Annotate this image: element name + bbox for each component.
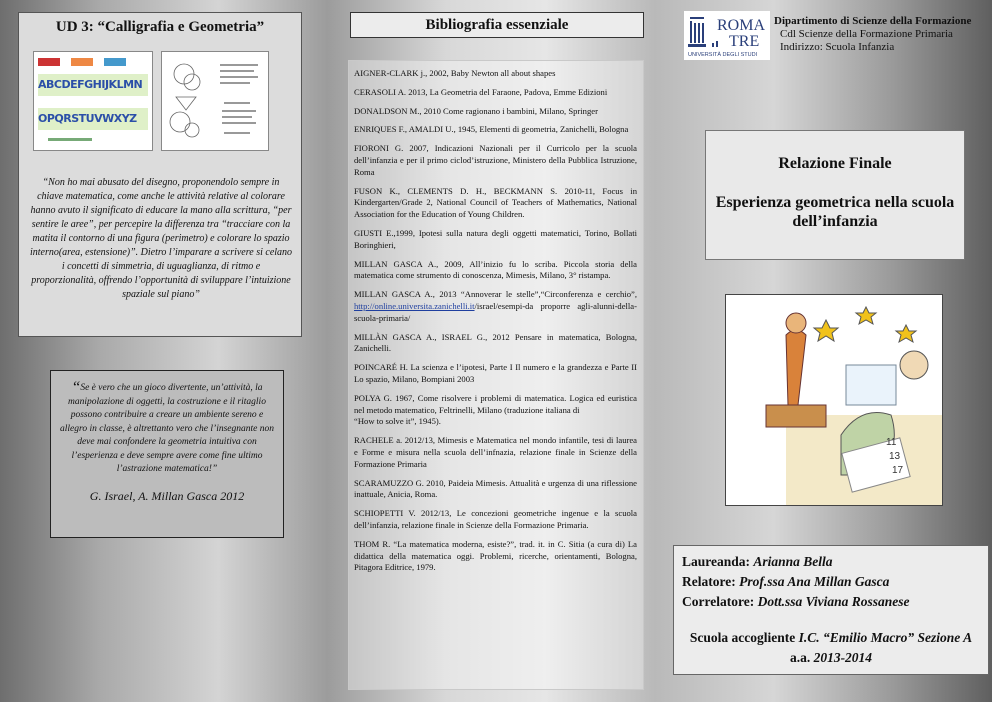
bib-entry: POINCARÉ H. La scienza e l’ipotesi, Parte I Il numero e la grandezza e Parte II Lo spazio, Milano, Bompiani 2003 bbox=[354, 362, 637, 384]
bib-entry: GIUSTI E.,1999, Ipotesi sulla natura degli oggetti matematici, Torino, Bollati Boringhieri, bbox=[354, 227, 637, 250]
school-name: I.C. “Emilio Macro” Sezione A bbox=[798, 630, 973, 645]
bib-entry: THOM R. “La matematica moderna, esiste?”, trad. it. in C. Sitia (a cura di) La didattica della matematica oggi. Problemi, ricerche, orientamenti, Bologna, Pitagora Editrice, 1979. bbox=[354, 538, 637, 573]
bib-entry-tail: /israel/esempi-da proporre agli-alunni-della-scuola-primaria/ bbox=[354, 300, 637, 323]
alphabet-thumbnail bbox=[33, 51, 153, 151]
relatore-name: Prof.ssa Ana Millan Gasca bbox=[739, 574, 890, 589]
roma-tre-logo bbox=[684, 11, 770, 60]
laureanda-line bbox=[682, 552, 988, 572]
credits-box bbox=[673, 545, 989, 675]
quote-box bbox=[50, 370, 284, 538]
logo-tre: TRE bbox=[729, 33, 760, 50]
bibliography-list bbox=[348, 60, 644, 690]
bib-entry: FUSON K., CLEMENTS D. H., BECKMANN S. 2010-11, Focus in Kindergarten/Grade 2, National Council of Teachers of Mathematics, National Association for the Education of Young Children. bbox=[354, 185, 637, 220]
bib-entry: MILLÀN GASCA A., ISRAEL G., 2012 Pensare in matematica, Bologna, Zanichelli. bbox=[354, 331, 637, 354]
alphabet-row-1: ABCDEFGHIJKLMN bbox=[38, 78, 143, 91]
bib-entry bbox=[354, 393, 637, 428]
old-man-head bbox=[900, 351, 928, 379]
department-name: Dipartimento di Scienze della Formazione bbox=[774, 15, 972, 27]
laureanda-name: Arianna Bella bbox=[753, 554, 833, 569]
platform bbox=[766, 405, 826, 427]
number-17: 17 bbox=[892, 465, 904, 476]
quote-text bbox=[59, 381, 275, 477]
relatore-label: Relatore: bbox=[682, 574, 736, 589]
mathematicians-illustration bbox=[726, 295, 942, 505]
quote-body: Se è vero che un gioco divertente, un’attività, la manipolazione di oggetti, la costruzione e il ritaglio possono contribuire a creare un ambiente sereno e allegro in classe, è altrettanto vero che l’insegnante non deve mai confondere la geometria intuitiva con l’esperienza e deve sempre avere come fine ultimo l’astrazione matematica!” bbox=[60, 383, 274, 474]
bib-entry: AIGNER-CLARK j., 2002, Baby Newton all about shapes bbox=[354, 68, 556, 78]
geometry-thumbnail bbox=[161, 51, 269, 151]
number-13: 13 bbox=[889, 451, 901, 462]
bib-entry-text: POLYA G. 1967, Come risolvere i problemi di matematica. Logica ed euristica nel metodo matematico, Feltrinelli, Milano (traduzione italiana di bbox=[354, 392, 637, 415]
calligraphy-quote: “Non ho mai abusato del disegno, proponendolo sempre in chiave matematica, come anche le attività relative al colorare hanno avuto il significato di educare la mano alla scrittura, “per sentire le aree”, per percepire la differenza tra “tracciare con la matita il contorno di una figura (perimetro) e colorare lo spazio interno(area, estensione)”. Dietro l’imparare a scrivere si celano i concetti di simmetria, di uguaglianza, di ritmo e proporzionalità, offrendo l’opportunità di sviluppare l’intuizione spaziale sul piano” bbox=[29, 177, 293, 300]
report-title-box bbox=[705, 130, 965, 260]
bib-entry-text: MILLAN GASCA A., 2013 “Annoverar le stelle”,“Circonferenza e cerchio”, bbox=[354, 289, 637, 300]
department-block bbox=[774, 15, 988, 54]
bib-entry-tail: “How to solve it”, 1945). bbox=[354, 416, 441, 427]
report-title: Relazione Finale bbox=[778, 155, 892, 172]
degree-course: Cdl Scienze della Formazione Primaria bbox=[780, 28, 953, 40]
logo-roma: ROMA bbox=[717, 17, 766, 34]
laureanda-label: Laureanda: bbox=[682, 554, 751, 569]
open-quote-mark: “ bbox=[71, 379, 81, 396]
bib-entry: SCHIOPETTI V. 2012/13, Le concezioni geometriche ingenue e la scuola dell’infanzia, relazione finale in Scienze della Formazione Primaria. bbox=[354, 508, 637, 530]
university-logo-graphic bbox=[684, 11, 770, 60]
relatore-line bbox=[682, 572, 988, 592]
bib-entry: ENRIQUES F., AMALDI U., 1945, Elementi di geometria, Zanichelli, Bologna bbox=[354, 124, 629, 135]
figure-head bbox=[786, 313, 806, 333]
quote-author: G. Israel, A. Millan Gasca 2012 bbox=[89, 488, 245, 503]
logo-sub: UNIVERSITÀ DEGLI STUDI bbox=[688, 52, 758, 58]
school-line bbox=[682, 628, 988, 668]
bib-entry: SCARAMUZZO G. 2010, Paideia Mimesis. Attualità e urgenza di una riflessione inattuale, Anicia, Roma. bbox=[354, 477, 637, 500]
bib-entry: RACHELE a. 2012/13, Mimesis e Matematica nel mondo infantile, tesi di laurea e Forme e misura nella scuola dell’infnazia, relazione finale in Scienze della Formazione Primaria bbox=[354, 435, 637, 469]
bib-entry-with-link bbox=[354, 289, 637, 324]
track: Indirizzo: Scuola Infanzia bbox=[780, 41, 895, 53]
academic-year-label: a.a. bbox=[789, 650, 811, 665]
bib-entry: DONALDSON M., 2010 Come ragionano i bambini, Milano, Springer bbox=[354, 105, 598, 116]
correlatore-line bbox=[682, 592, 988, 612]
calligraphy-panel bbox=[18, 12, 302, 337]
illustration bbox=[725, 294, 943, 506]
bib-entry: FIORONI G. 2007, Indicazioni Nazionali per il Curricolo per la scuola dell’infanzia e per il primo ciclod’istruzione, Ministero della Pubblica Istruzione, Roma bbox=[354, 143, 637, 177]
zanichelli-link[interactable]: http://online.universita.zanichelli.it bbox=[354, 300, 475, 311]
bib-entry: MILLAN GASCA A., 2009, All’inizio fu lo scriba. Piccola storia della matematica come strumento di conoscenza, Mimesis, Milano, 3° ristampa. bbox=[354, 258, 637, 281]
number-11: 11 bbox=[886, 437, 897, 448]
bibliography-title: Bibliografia essenziale bbox=[350, 12, 644, 38]
report-subtitle: Esperienza geometrica nella scuola dell’infanzia bbox=[715, 194, 955, 230]
academic-year: 2013-2014 bbox=[813, 650, 873, 665]
alphabet-row-2: OPQRSTUVWXYZ bbox=[38, 112, 137, 125]
color-strip bbox=[38, 58, 148, 66]
bib-entry: CERASOLI A. 2013, La Geometria del Faraone, Padova, Emme Edizioni bbox=[354, 86, 608, 97]
geometry-sketch bbox=[162, 52, 268, 150]
panel-title: UD 3: “Calligrafia e Geometria” bbox=[55, 19, 265, 35]
correlatore-label: Correlatore: bbox=[682, 594, 755, 609]
temple bbox=[846, 365, 896, 405]
footer-line bbox=[48, 138, 92, 141]
school-label: Scuola accogliente bbox=[689, 630, 796, 645]
correlatore-name: Dott.ssa Viviana Rossanese bbox=[757, 594, 910, 609]
